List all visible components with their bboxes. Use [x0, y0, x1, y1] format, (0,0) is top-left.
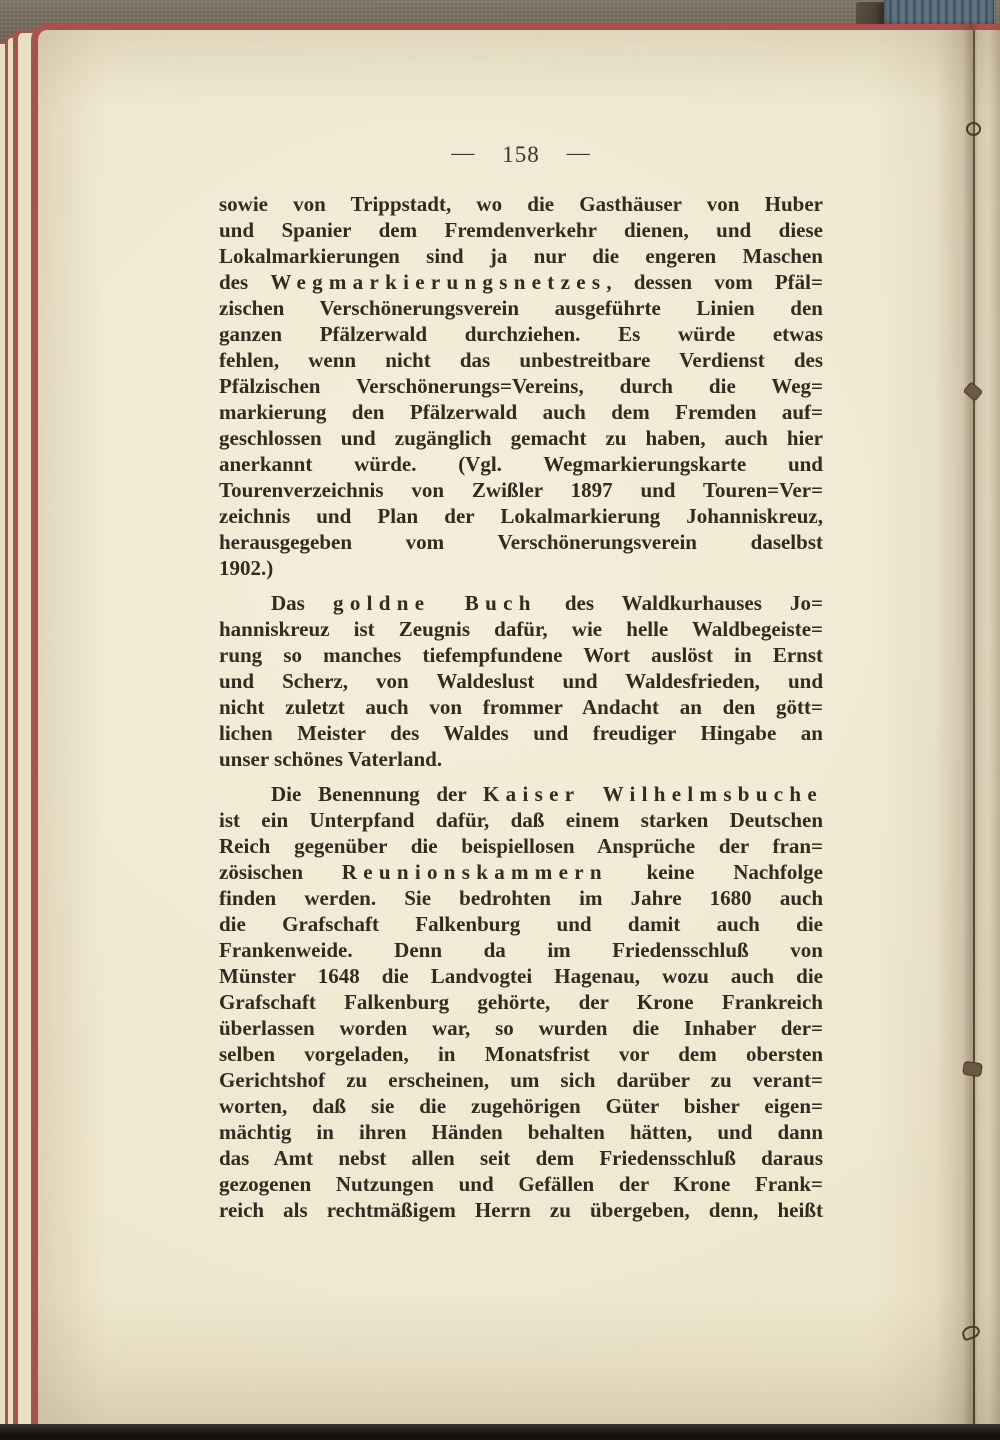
text-run: ganzen Pfälzerwald durchziehen. Es würde etwas: [219, 322, 823, 346]
text-line: [219, 529, 823, 555]
text-run: gezogenen Nutzungen und Gefällen der Krone Frank=: [219, 1172, 823, 1196]
text-run: zischen Verschönerungsverein ausgeführte Linien den: [219, 296, 823, 320]
text-run: Die Benennung der: [271, 782, 484, 806]
text-run: unser schönes Vaterland.: [219, 747, 443, 771]
text-run: zösischen: [219, 860, 342, 884]
text-run: herausgegeben vom Verschönerungsverein daselbst: [219, 530, 823, 554]
text-line: [219, 555, 823, 581]
text-run: hanniskreuz ist Zeugnis dafür, wie helle Waldbegeiste=: [219, 617, 823, 641]
text-line: [219, 911, 823, 937]
text-line: [219, 1145, 823, 1171]
text-run: fehlen, wenn nicht das unbestreitbare Verdienst des: [219, 348, 823, 372]
text-line: [219, 859, 823, 885]
thread-knot: [962, 1061, 983, 1078]
text-line: [219, 590, 823, 616]
text-run: Pfälzischen Verschönerungs=Vereins, durch die Weg=: [219, 374, 823, 398]
page-number: 158: [502, 142, 540, 167]
text-run: geschlossen und zugänglich gemacht zu haben, auch hier: [219, 426, 823, 450]
text-run: des: [219, 270, 271, 294]
text-line: [219, 1015, 823, 1041]
text-run: Tourenverzeichnis von Zwißler 1897 und Touren=Ver=: [219, 478, 823, 502]
text-line: [219, 217, 823, 243]
text-block: [219, 191, 823, 1232]
text-run: , dessen vom Pfäl=: [606, 270, 823, 294]
thread-knot: [966, 122, 981, 136]
text-run: zeichnis und Plan der Lokalmarkierung Johanniskreuz,: [219, 504, 823, 528]
text-run: anerkannt würde. (Vgl. Wegmarkierungskarte und: [219, 452, 823, 476]
text-line: [219, 347, 823, 373]
text-run: Frankenweide. Denn da im Friedensschluß von: [219, 938, 823, 962]
text-run: ist ein Unterpfand dafür, daß einem starken Deutschen: [219, 808, 823, 832]
paragraph: [219, 781, 823, 1223]
text-line: [219, 269, 823, 295]
text-run: überlassen worden war, so wurden die Inhaber der=: [219, 1016, 823, 1040]
text-line: [219, 1041, 823, 1067]
text-line: [219, 373, 823, 399]
text-run: und Spanier dem Fremdenverkehr dienen, und diese: [219, 218, 823, 242]
text-line: [219, 642, 823, 668]
text-run: Reich gegenüber die beispiellosen Ansprüche der fran=: [219, 834, 823, 858]
paragraph: [219, 590, 823, 772]
text-line: [219, 477, 823, 503]
page-header: [219, 142, 823, 168]
text-line: [219, 616, 823, 642]
book-page: [31, 24, 1000, 1440]
text-line: [219, 399, 823, 425]
text-run: Lokalmarkierungen sind ja nur die engeren Maschen: [219, 244, 823, 268]
text-line: [219, 720, 823, 746]
text-line: [219, 451, 823, 477]
text-line: [219, 937, 823, 963]
text-run: worten, daß sie die zugehörigen Güter bisher eigen=: [219, 1094, 823, 1118]
text-line: [219, 1093, 823, 1119]
text-line: [219, 191, 823, 217]
text-line: [219, 1067, 823, 1093]
text-line: [219, 243, 823, 269]
letterspaced-text: Kaiser Wilhelmsbuche: [483, 782, 823, 806]
text-line: [219, 1197, 823, 1223]
text-run: nicht zuletzt auch von frommer Andacht an den gött=: [219, 695, 823, 719]
text-line: [219, 833, 823, 859]
text-run: markierung den Pfälzerwald auch dem Fremden auf=: [219, 400, 823, 424]
text-line: [219, 425, 823, 451]
text-line: [219, 807, 823, 833]
text-run: selben vorgeladen, in Monatsfrist vor dem obersten: [219, 1042, 823, 1066]
text-run: 1902.): [219, 556, 274, 580]
text-run: reich als rechtmäßigem Herrn zu übergeben, denn, heißt: [219, 1198, 823, 1222]
text-run: mächtig in ihren Händen behalten hätten, und dann: [219, 1120, 823, 1144]
header-dash-right: —: [566, 140, 591, 165]
text-line: [219, 963, 823, 989]
binding-thread: [973, 30, 975, 1426]
text-line: [219, 321, 823, 347]
text-run: das Amt nebst allen seit dem Friedensschluß daraus: [219, 1146, 823, 1170]
text-line: [219, 1171, 823, 1197]
text-run: des Waldkurhauses Jo=: [536, 591, 824, 615]
letterspaced-text: Wegmarkierungsnetzes: [270, 270, 607, 294]
text-run: und Scherz, von Waldeslust und Waldesfrieden, und: [219, 669, 823, 693]
paragraph: [219, 191, 823, 581]
text-run: Grafschaft Falkenburg gehörte, der Krone Frankreich: [219, 990, 823, 1014]
text-run: sowie von Trippstadt, wo die Gasthäuser von Huber: [219, 192, 823, 216]
text-line: [219, 1119, 823, 1145]
text-run: finden werden. Sie bedrohten im Jahre 1680 auch: [219, 886, 823, 910]
text-run: Gerichtshof zu erscheinen, um sich darüber zu verant=: [219, 1068, 823, 1092]
text-line: [219, 503, 823, 529]
text-run: Münster 1648 die Landvogtei Hagenau, wozu auch die: [219, 964, 823, 988]
text-run: rung so manches tiefempfundene Wort auslöst in Ernst: [219, 643, 823, 667]
text-line: [219, 694, 823, 720]
text-line: [219, 746, 823, 772]
text-run: Das: [271, 591, 334, 615]
letterspaced-text: Reunionskammern: [341, 860, 608, 884]
text-line: [219, 781, 823, 807]
lower-page-edges: [0, 1424, 1000, 1440]
text-run: die Grafschaft Falkenburg und damit auch die: [219, 912, 823, 936]
text-line: [219, 885, 823, 911]
text-line: [219, 668, 823, 694]
text-run: lichen Meister des Waldes und freudiger Hingabe an: [219, 721, 823, 745]
text-line: [219, 295, 823, 321]
header-dash-left: —: [451, 140, 476, 165]
text-line: [219, 989, 823, 1015]
text-run: keine Nachfolge: [607, 860, 824, 884]
letterspaced-text: goldne Buch: [333, 591, 537, 615]
